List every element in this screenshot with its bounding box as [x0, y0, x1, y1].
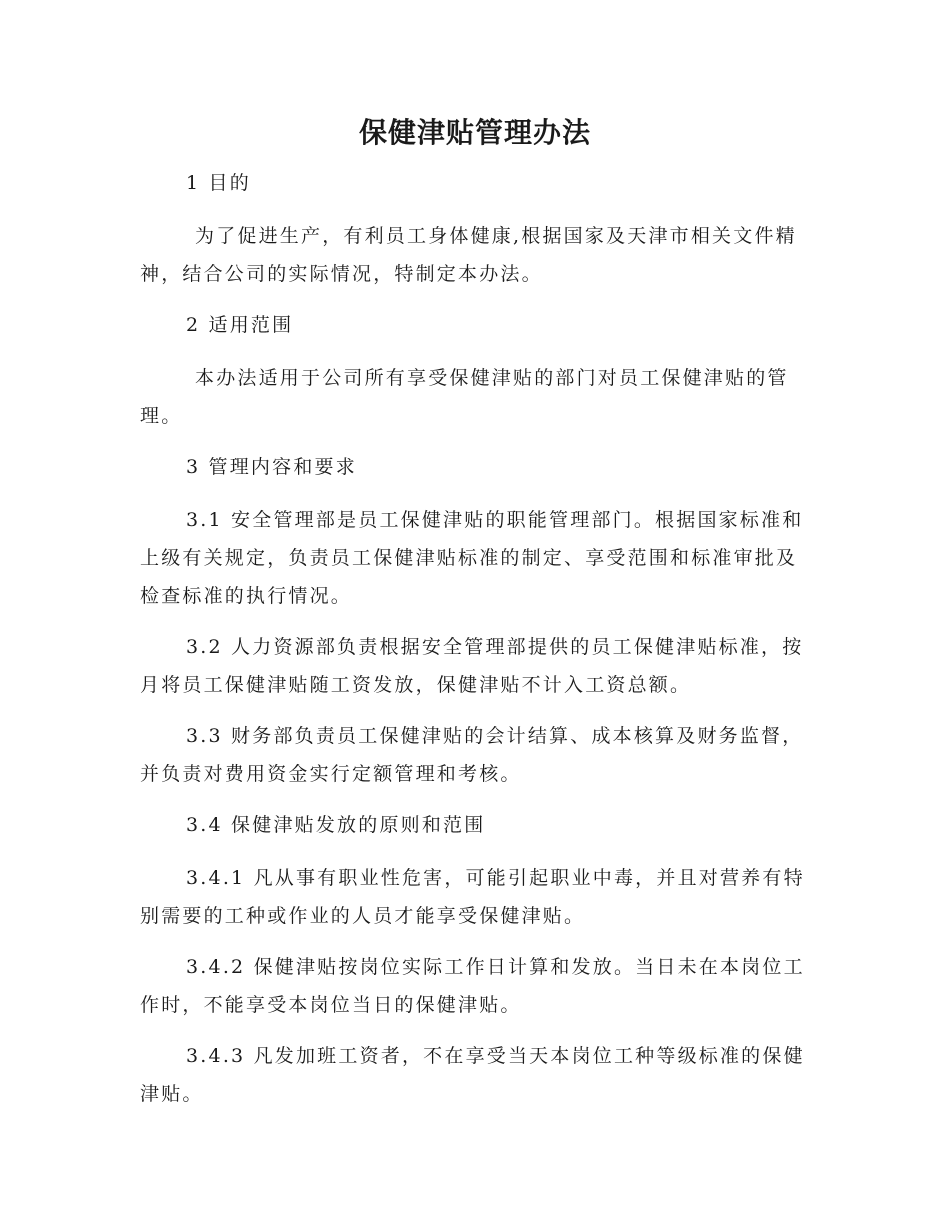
section-heading-purpose: 1 目的 [186, 172, 251, 194]
paragraph-3-4-1: 3.4.1 凡从事有职业性危害，可能引起职业中毒，并且对营养有特别需要的工种或作业的人员才能享受保健津贴。 [140, 867, 805, 927]
section-heading-3-4: 3.4 保健津贴发放的原则和范围 [186, 814, 486, 836]
section-heading-scope: 2 适用范围 [186, 314, 294, 336]
section-heading-management: 3 管理内容和要求 [186, 456, 357, 478]
paragraph-3-2: 3.2 人力资源部负责根据安全管理部提供的员工保健津贴标准，按月将员工保健津贴随工资发放，保健津贴不计入工资总额。 [140, 636, 804, 696]
paragraph-3-4-3: 3.4.3 凡发加班工资者，不在享受当天本岗位工种等级标准的保健津贴。 [140, 1045, 805, 1105]
paragraph-3-1: 3.1 安全管理部是员工保健津贴的职能管理部门。根据国家标准和上级有关规定，负责员工保健津贴标准的制定、享受范围和标准审批及检查标准的执行情况。 [140, 509, 804, 607]
paragraph-purpose: 为了促进生产，有利员工身体健康,根据国家及天津市相关文件精神，结合公司的实际情况，特制定本办法。 [140, 225, 797, 285]
paragraph-3-4-2: 3.4.2 保健津贴按岗位实际工作日计算和发放。当日未在本岗位工作时，不能享受本岗位当日的保健津贴。 [140, 956, 805, 1016]
paragraph-scope: 本办法适用于公司所有享受保健津贴的部门对员工保健津贴的管理。 [140, 367, 789, 427]
document-title: 保健津贴管理办法 [358, 116, 591, 149]
paragraph-3-3: 3.3 财务部负责员工保健津贴的会计结算、成本核算及财务监督，并负责对费用资金实行定额管理和考核。 [140, 725, 804, 785]
